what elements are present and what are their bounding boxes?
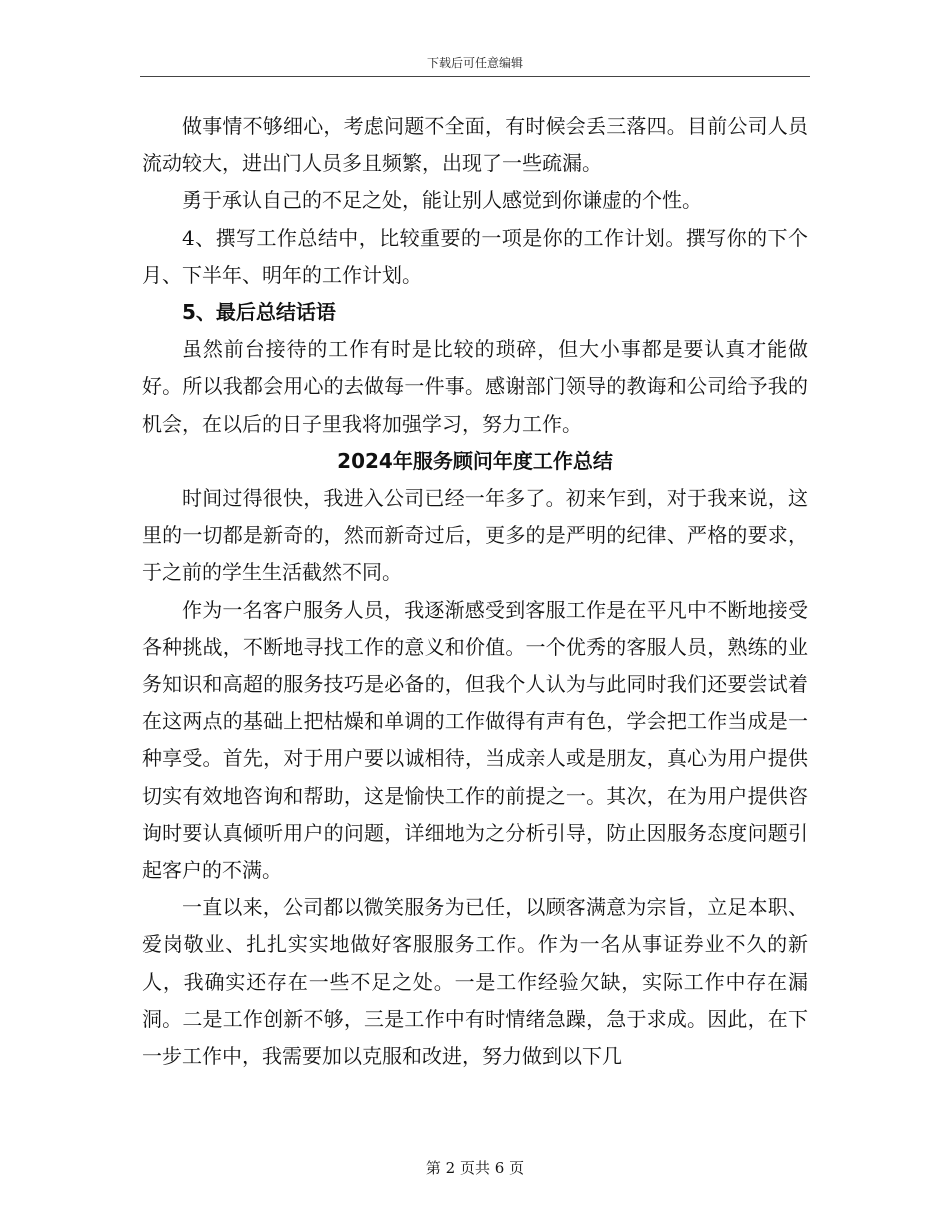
paragraph-3: 4、撰写工作总结中，比较重要的一项是你的工作计划。撰写你的下个月、下半年、明年的工作计划。	[142, 225, 808, 287]
page-header: 下载后可任意编辑	[426, 56, 523, 70]
page-footer: 第 2 页共 6 页	[425, 1159, 525, 1177]
document-title: 2024年服务顾问年度工作总结	[337, 448, 613, 473]
paragraph-7: 一直以来，公司都以微笑服务为已任，以顾客满意为宗旨，立足本职、爱岗敬业、扎扎实实地做好客服服务工作。作为一名从事证券业不久的新人，我确实还存在一些不足之处。一是工作经验欠缺，实际工作中存在漏洞。二是工作创新不够，三是工作中有时情绪急躁，急于求成。因此，在下一步工作中，我需要加以克服和改进，努力做到以下几	[142, 895, 808, 1069]
paragraph-5: 时间过得很快，我进入公司已经一年多了。初来乍到，对于我来说，这里的一切都是新奇的，然而新奇过后，更多的是严明的纪律、严格的要求，于之前的学生生活截然不同。	[142, 486, 808, 585]
header-divider	[140, 76, 810, 77]
paragraph-6: 作为一名客户服务人员，我逐渐感受到客服工作是在平凡中不断地接受各种挑战，不断地寻找工作的意义和价值。一个优秀的客服人员，熟练的业务知识和高超的服务技巧是必备的，但我个人认为与此同时我们还要尝试着在这两点的基础上把枯燥和单调的工作做得有声有色，学会把工作当成是一种享受。首先，对于用户要以诚相待，当成亲人或是朋友，真心为用户提供切实有效地咨询和帮助，这是愉快工作的前提之一。其次，在为用户提供咨询时要认真倾听用户的问题，详细地为之分析引导，防止因服务态度问题引起客户的不满。	[142, 597, 808, 883]
paragraph-1: 做事情不够细心，考虑问题不全面，有时候会丢三落四。目前公司人员流动较大，进出门人员多且频繁，出现了一些疏漏。	[142, 114, 808, 176]
paragraph-2: 勇于承认自己的不足之处，能让别人感觉到你谦虚的个性。	[182, 188, 702, 213]
document-body	[142, 108, 808, 1075]
paragraph-4: 虽然前台接待的工作有时是比较的琐碎，但大小事都是要认真才能做好。所以我都会用心的去做每一件事。感谢部门领导的教诲和公司给予我的机会，在以后的日子里我将加强学习，努力工作。	[142, 337, 808, 436]
section-heading: 5、最后总结话语	[182, 300, 336, 325]
